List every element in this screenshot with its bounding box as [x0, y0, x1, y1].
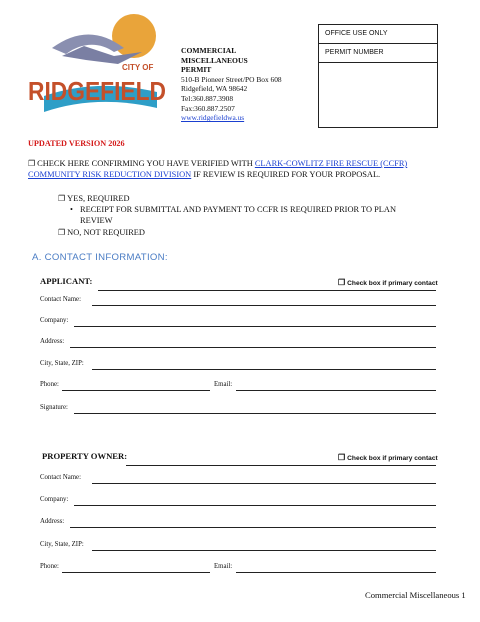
applicant-city-field[interactable] [92, 369, 436, 370]
applicant-phone-label: Phone: [40, 381, 59, 388]
updated-version: UPDATED VERSION 2026 [28, 139, 125, 148]
applicant-primary-checkbox[interactable] [338, 278, 438, 287]
applicant-address-label: Address: [40, 338, 65, 345]
bullet-text: RECEIPT FOR SUBMITTAL AND PAYMENT TO CCFR IS REQUIRED PRIOR TO PLAN REVIEW [80, 205, 397, 225]
logo-main-text: RIDGEFIELD [28, 76, 166, 106]
owner-primary-contact-label: Check box if primary contact [347, 455, 438, 462]
confirm-suffix: IF REVIEW IS REQUIRED FOR YOUR PROPOSAL. [191, 169, 381, 179]
applicant-signature-label: Signature: [40, 404, 68, 411]
owner-address-label: Address: [40, 518, 65, 525]
confirm-prefix: CHECK HERE CONFIRMING YOU HAVE VERIFIED WITH [37, 159, 255, 168]
checkbox-empty-icon[interactable]: ❐ [338, 278, 346, 287]
owner-phone-field[interactable] [62, 572, 210, 573]
header-fax: Fax:360.887.2507 [181, 103, 235, 113]
applicant-company-field[interactable] [74, 326, 436, 327]
permit-header [181, 46, 282, 123]
owner-company-field[interactable] [74, 505, 436, 506]
applicant-top-rule [98, 290, 436, 291]
applicant-address-field[interactable] [70, 347, 436, 348]
ccfr-link[interactable]: CLARK-COWLITZ FIRE RESCUE (CCFR) COMMUNITY RISK REDUCTION DIVISION [28, 159, 408, 179]
owner-address-field[interactable] [70, 527, 436, 528]
logo-graphic [22, 8, 172, 126]
checkbox-empty-icon[interactable]: ❐ [58, 194, 66, 203]
applicant-title: APPLICANT: [40, 276, 93, 286]
header-address2: Ridgefield, WA 98642 [181, 84, 248, 94]
checkbox-empty-icon[interactable]: ❐ [338, 453, 346, 462]
owner-city-label: City, State, ZIP: [40, 541, 84, 548]
owner-primary-checkbox[interactable] [338, 453, 438, 462]
applicant-city-label: City, State, ZIP: [40, 360, 84, 367]
applicant-contact-name-label: Contact Name: [40, 296, 81, 303]
header-line-2: MISCELLANEOUS [181, 55, 248, 65]
header-address1: 510-B Pioneer Street/PO Box 608 [181, 74, 282, 84]
header-line-1: COMMERCIAL [181, 46, 237, 55]
no-required-label: NO, NOT REQUIRED [67, 228, 145, 237]
checkbox-empty-icon[interactable]: ❐ [28, 159, 36, 168]
applicant-company-label: Company: [40, 317, 69, 324]
property-owner-title: PROPERTY OWNER: [42, 451, 128, 461]
logo-washington: WASHINGTON [104, 107, 149, 114]
ridgefield-logo [22, 8, 172, 126]
owner-company-label: Company: [40, 496, 69, 503]
applicant-signature-field[interactable] [74, 413, 436, 414]
applicant-contact-name-field[interactable] [92, 305, 436, 306]
owner-top-rule [126, 465, 436, 466]
header-line-3: PERMIT [181, 65, 212, 75]
primary-contact-label: Check box if primary contact [347, 280, 438, 287]
option-yes[interactable] [58, 194, 130, 203]
owner-phone-label: Phone: [40, 563, 59, 570]
owner-email-field[interactable] [236, 572, 436, 573]
permit-number-label: PERMIT NUMBER [319, 44, 437, 63]
header-tel: Tel:360.887.3908 [181, 93, 234, 103]
yes-required-label: YES, REQUIRED [67, 194, 130, 203]
applicant-email-label: Email: [214, 381, 233, 388]
header-website-link[interactable]: www.ridgefieldwa.us [181, 113, 245, 123]
bullet-icon: • [70, 205, 73, 214]
applicant-phone-field[interactable] [62, 390, 210, 391]
ccfr-confirmation [28, 159, 416, 180]
yes-bullet [70, 205, 420, 226]
logo-city-of: CITY OF [122, 63, 154, 72]
option-no[interactable] [58, 228, 145, 237]
applicant-email-field[interactable] [236, 390, 436, 391]
owner-contact-name-field[interactable] [92, 483, 436, 484]
page-footer: Commercial Miscellaneous 1 [365, 590, 466, 600]
checkbox-empty-icon[interactable]: ❐ [58, 228, 66, 237]
owner-email-label: Email: [214, 563, 233, 570]
office-use-title: OFFICE USE ONLY [319, 25, 437, 44]
section-contact-information: A. CONTACT INFORMATION: [32, 252, 168, 263]
office-use-box [318, 24, 438, 128]
owner-city-field[interactable] [92, 550, 436, 551]
owner-contact-name-label: Contact Name: [40, 474, 81, 481]
